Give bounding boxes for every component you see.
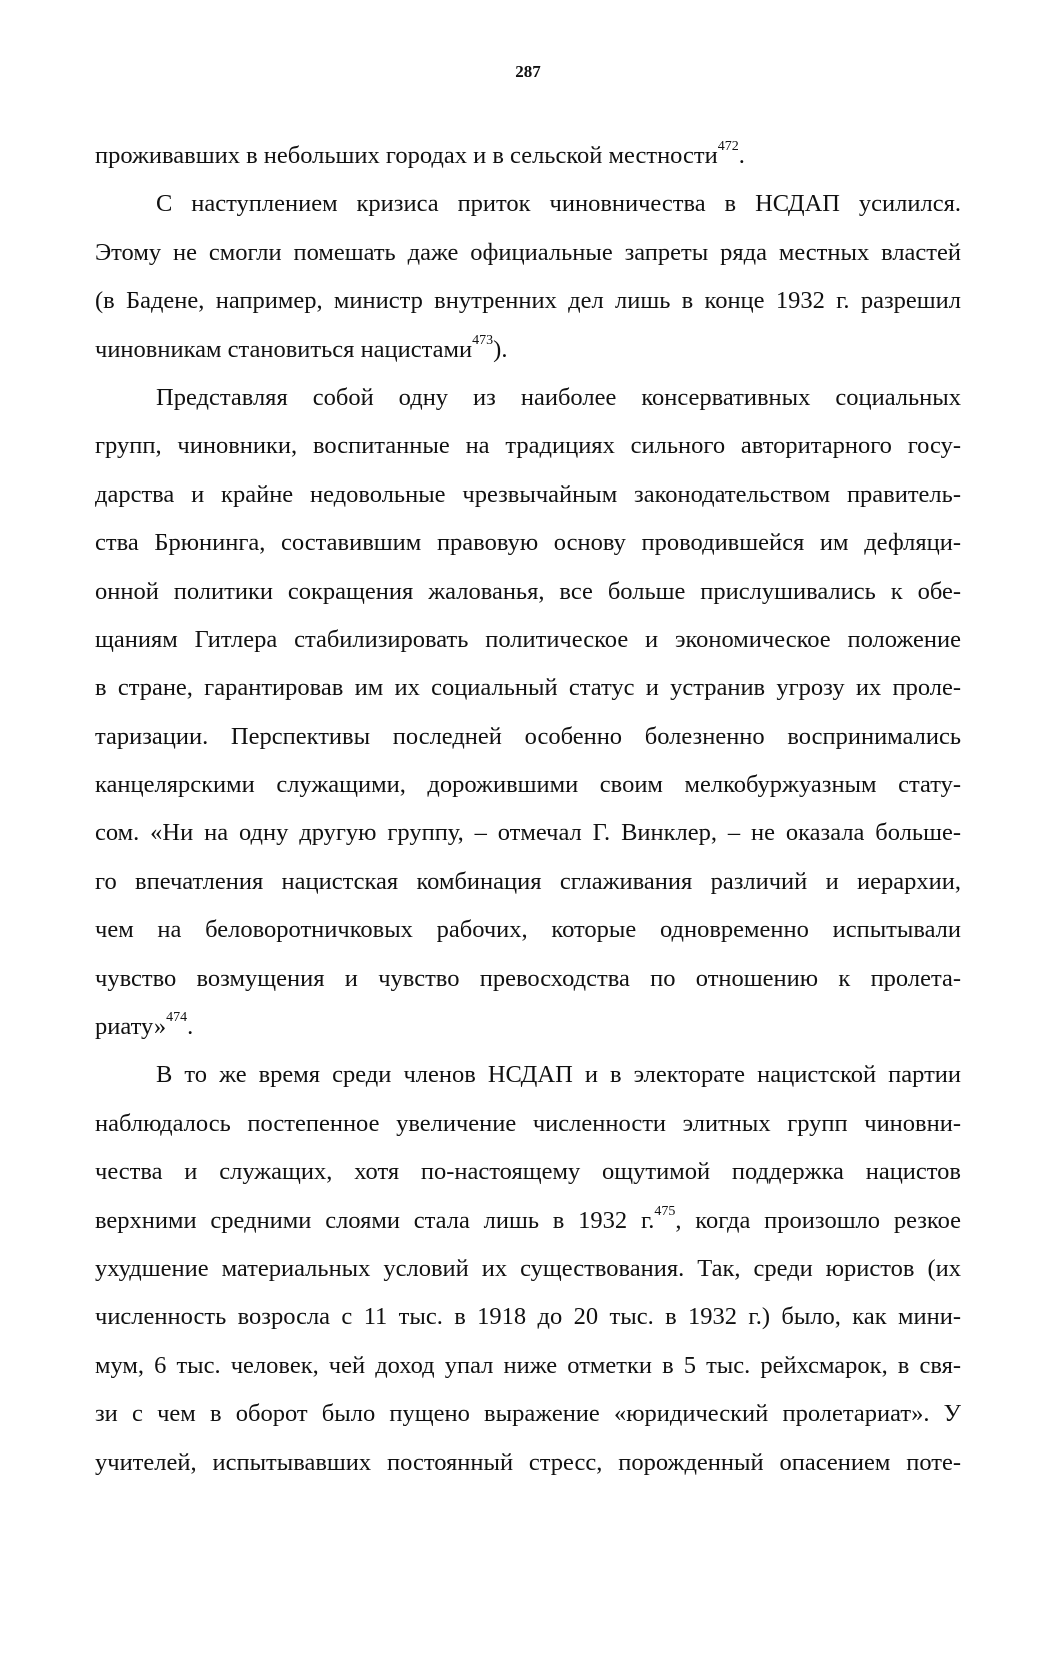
text-line bbox=[95, 229, 961, 277]
line-text-after: . bbox=[187, 1013, 194, 1041]
text-line bbox=[95, 1197, 961, 1245]
text-line bbox=[95, 422, 961, 470]
text-line bbox=[95, 1390, 961, 1438]
line-text: С наступлением кризиса приток чиновничества в НСДАП усилился. bbox=[156, 190, 961, 218]
line-text: верхними средними слоями стала лишь в 1932 г. bbox=[95, 1206, 655, 1234]
line-text: дарства и крайне недовольные чрезвычайным законодательством правитель- bbox=[95, 480, 961, 508]
text-line bbox=[95, 713, 961, 761]
text-line bbox=[95, 1148, 961, 1196]
text-line bbox=[95, 568, 961, 616]
line-text: ства Брюнинга, составившим правовую основу проводившейся им дефляци- bbox=[95, 529, 961, 557]
text-line bbox=[95, 519, 961, 567]
text-line bbox=[95, 374, 961, 422]
line-text: Представляя собой одну из наиболее консервативных социальных bbox=[156, 383, 961, 411]
line-text: чем на беловоротничковых рабочих, которые одновременно испытывали bbox=[95, 916, 961, 944]
line-text: канцелярскими служащими, дорожившими своим мелкобуржуазным стату- bbox=[95, 771, 961, 799]
text-line bbox=[95, 761, 961, 809]
text-line bbox=[95, 1342, 961, 1390]
text-line bbox=[95, 858, 961, 906]
line-text: онной политики сокращения жалованья, все больше прислушивались к обе- bbox=[95, 577, 961, 605]
line-text: сом. «Ни на одну другую группу, – отмечал Г. Винклер, – не оказала больше- bbox=[95, 819, 961, 847]
line-text-after: , когда произошло резкое bbox=[675, 1206, 961, 1234]
line-text: Этому не смогли помешать даже официальные запреты ряда местных властей bbox=[95, 238, 961, 266]
line-text: чиновникам становиться нацистами bbox=[95, 335, 473, 363]
line-text: мум, 6 тыс. человек, чей доход упал ниже отметки в 5 тыс. рейхсмарок, в свя- bbox=[95, 1351, 961, 1379]
text-line bbox=[95, 616, 961, 664]
line-text: наблюдалось постепенное увеличение численности элитных групп чиновни- bbox=[95, 1109, 961, 1137]
text-line bbox=[95, 471, 961, 519]
footnote-ref[interactable]: 472 bbox=[717, 139, 739, 154]
text-line bbox=[95, 1100, 961, 1148]
line-text: таризации. Перспективы последней особенно болезненно воспринимались bbox=[95, 722, 961, 750]
footnote-ref[interactable]: 473 bbox=[472, 332, 494, 348]
text-line bbox=[95, 1439, 961, 1487]
line-text: ухудшение материальных условий их существования. Так, среди юристов (их bbox=[95, 1254, 961, 1282]
line-text: го впечатления нацистская комбинация сглаживания различий и иерархии, bbox=[95, 867, 961, 895]
line-text-after: . bbox=[738, 142, 745, 169]
line-text: зи с чем в оборот было пущено выражение «юридический пролетариат». У bbox=[95, 1400, 961, 1428]
line-text-after: ). bbox=[493, 335, 508, 363]
text-line bbox=[95, 955, 961, 1003]
line-text: групп, чиновники, воспитанные на традициях сильного авторитарного госу- bbox=[95, 432, 961, 460]
line-text: проживавших в небольших городах и в сельской местности bbox=[95, 142, 718, 169]
body-text bbox=[95, 132, 961, 1487]
footnote-ref[interactable]: 475 bbox=[654, 1203, 676, 1219]
text-line bbox=[95, 132, 961, 180]
text-line bbox=[95, 1245, 961, 1293]
line-text: (в Бадене, например, министр внутренних дел лишь в конце 1932 г. разрешил bbox=[95, 287, 961, 315]
text-line bbox=[95, 809, 961, 857]
line-text: В то же время среди членов НСДАП и в электорате нацистской партии bbox=[156, 1061, 961, 1089]
text-line bbox=[95, 277, 961, 325]
text-line bbox=[95, 1003, 961, 1051]
text-line bbox=[95, 664, 961, 712]
footnote-ref[interactable]: 474 bbox=[166, 1010, 188, 1026]
line-text: учителей, испытывавших постоянный стресс, порожденный опасением поте- bbox=[95, 1448, 961, 1476]
line-text: в стране, гарантировав им их социальный статус и устранив угрозу их проле- bbox=[95, 674, 961, 702]
page-number: 287 bbox=[515, 62, 541, 81]
text-line bbox=[95, 326, 961, 374]
line-text: чества и служащих, хотя по-настоящему ощутимой поддержка нацистов bbox=[95, 1158, 961, 1186]
line-text: чувство возмущения и чувство превосходства по отношению к пролета- bbox=[95, 964, 961, 992]
text-line bbox=[95, 1293, 961, 1341]
text-line bbox=[95, 1051, 961, 1099]
line-text: щаниям Гитлера стабилизировать политическое и экономическое положение bbox=[95, 625, 961, 653]
text-line bbox=[95, 906, 961, 954]
text-line bbox=[95, 180, 961, 228]
line-text: численность возросла с 11 тыс. в 1918 до 20 тыс. в 1932 г.) было, как мини- bbox=[95, 1303, 961, 1331]
line-text: риату» bbox=[95, 1013, 167, 1041]
